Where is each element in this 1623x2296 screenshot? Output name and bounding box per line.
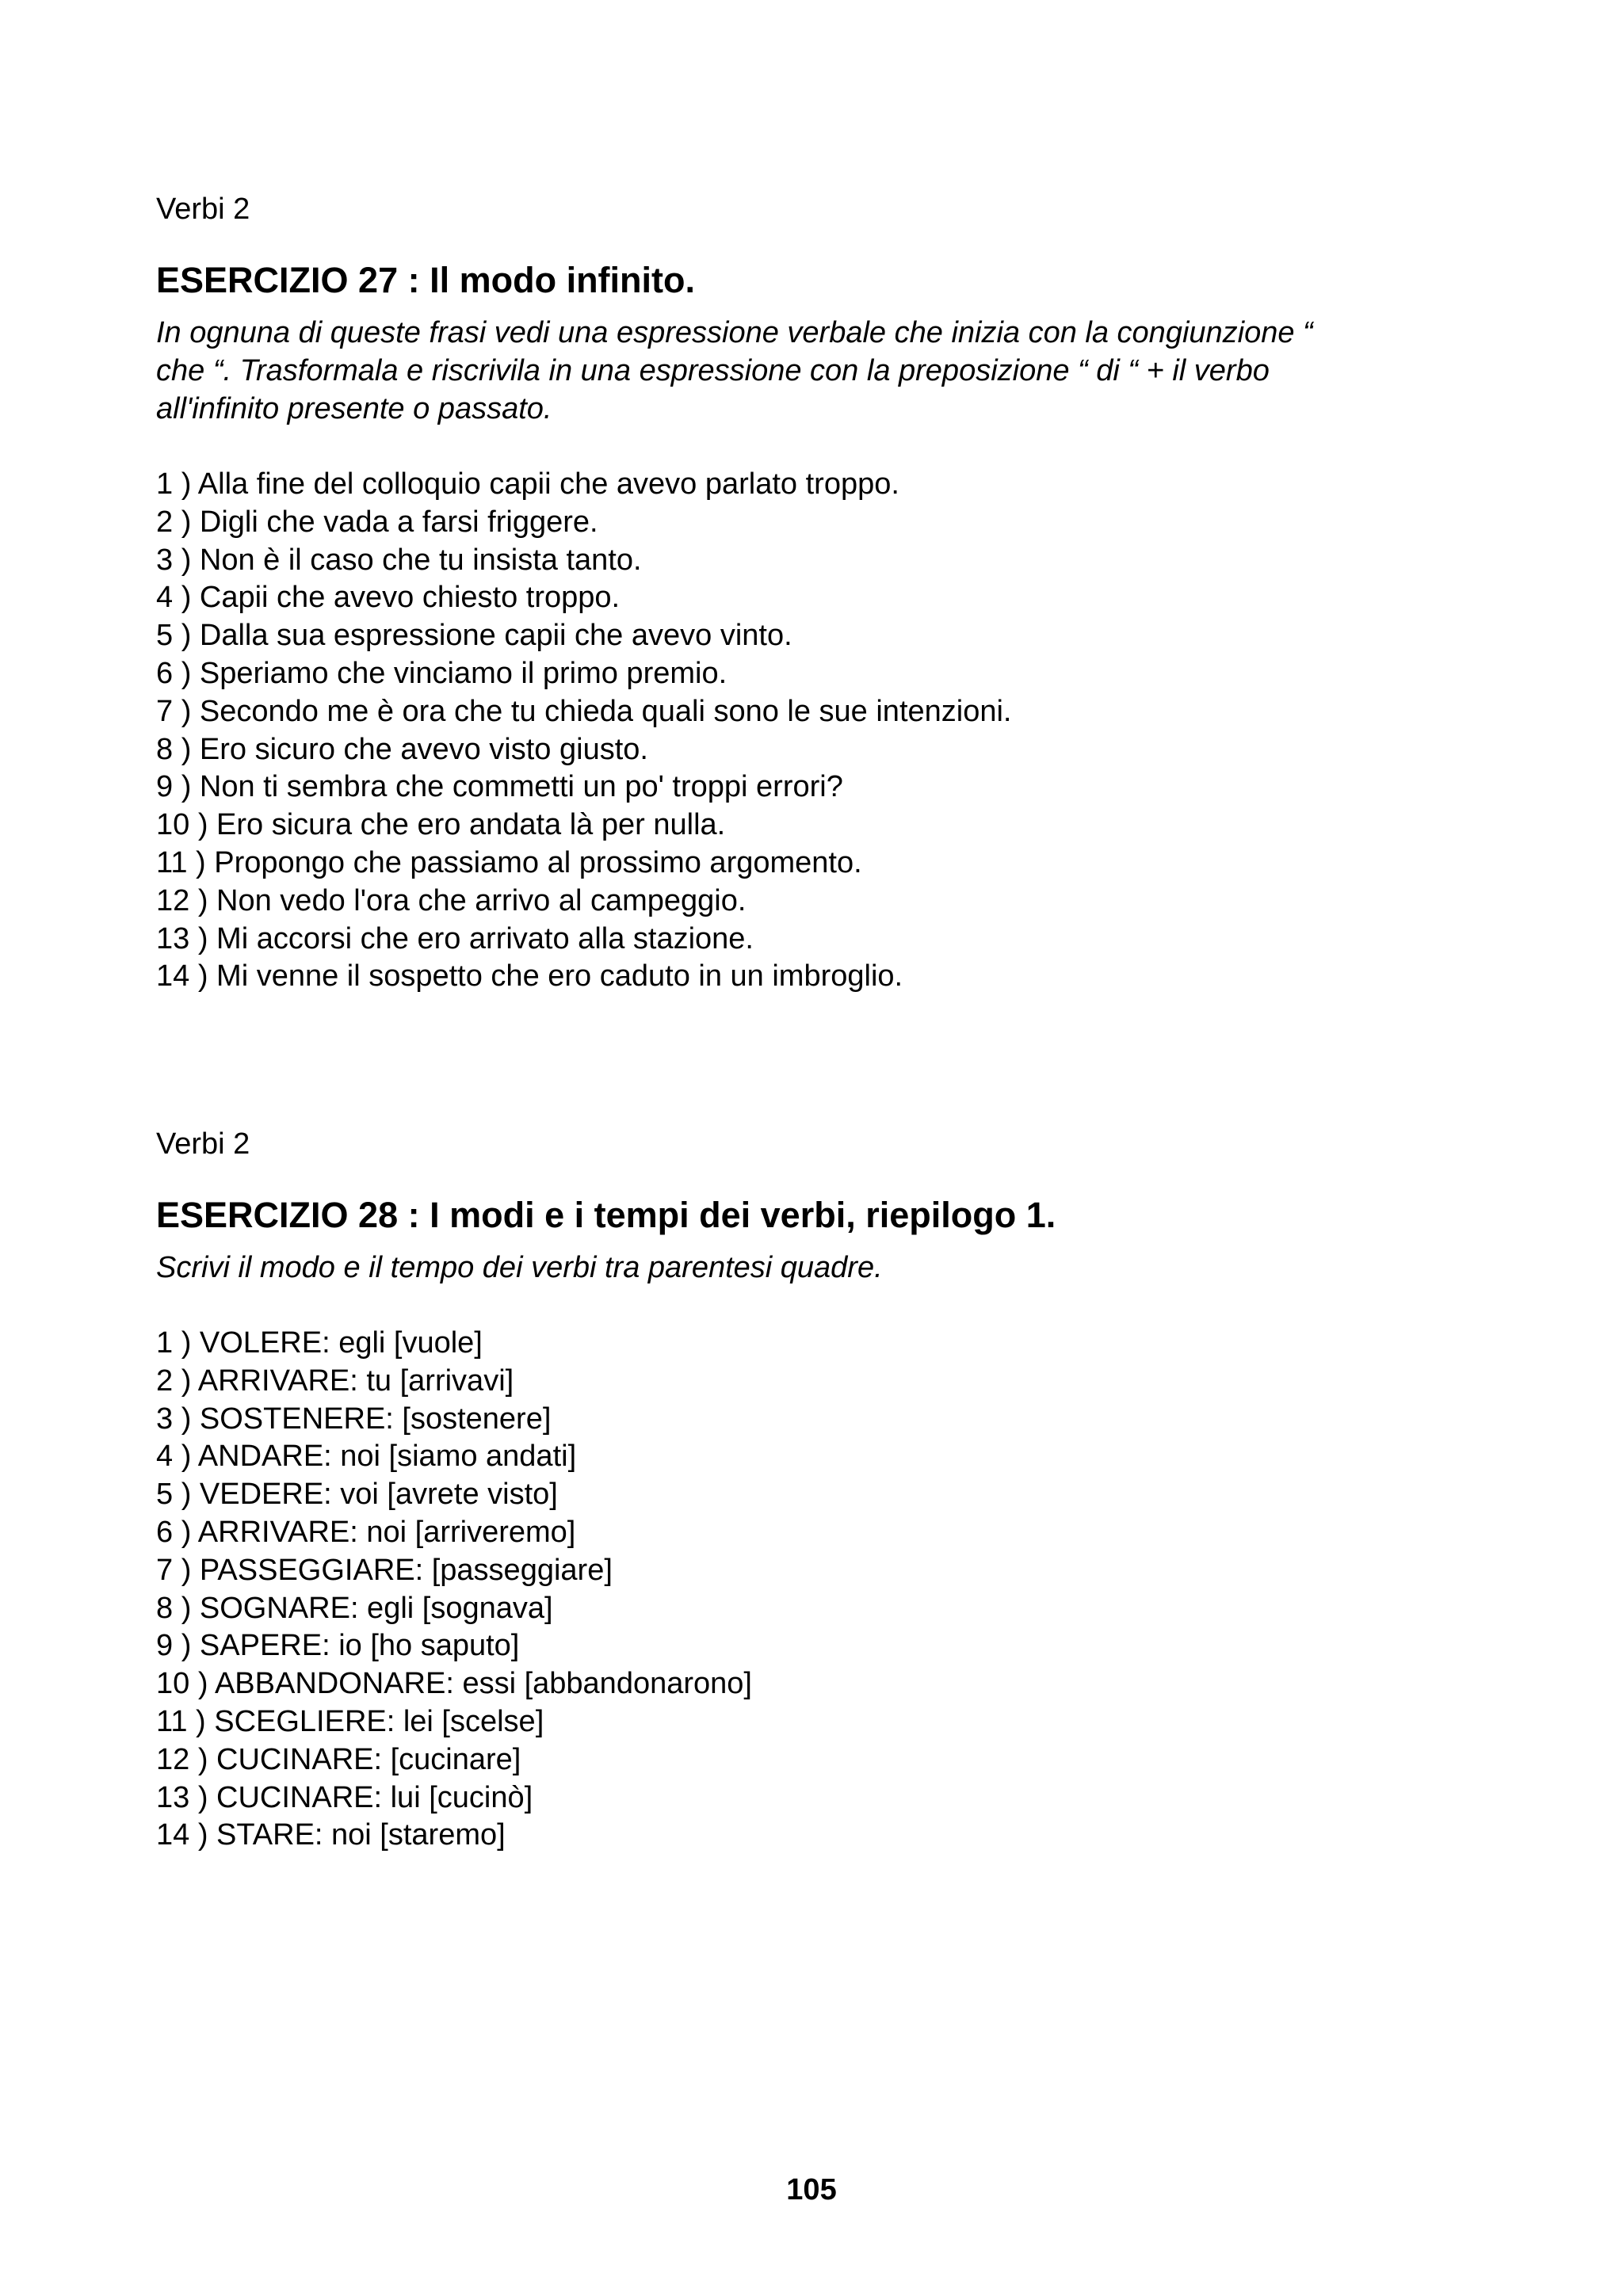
exercise-item: 5 ) Dalla sua espressione capii che avevo vinto. bbox=[156, 619, 792, 653]
page-number: 105 bbox=[786, 2173, 837, 2206]
exercise-item: 4 ) ANDARE: noi [siamo andati] bbox=[156, 1440, 577, 1474]
exercise-item-list bbox=[156, 1325, 1472, 1855]
exercise-item: 2 ) ARRIVARE: tu [arrivavi] bbox=[156, 1363, 514, 1398]
exercise-item: 3 ) Non è il caso che tu insista tanto. bbox=[156, 543, 642, 577]
exercise-item: 10 ) Ero sicura che ero andata là per nulla. bbox=[156, 808, 726, 842]
exercise-item: 4 ) Capii che avevo chiesto troppo. bbox=[156, 581, 621, 615]
exercise-item: 9 ) Non ti sembra che commetti un po' troppi errori? bbox=[156, 770, 843, 804]
exercise-item: 6 ) ARRIVARE: noi [arriveremo] bbox=[156, 1515, 576, 1549]
exercise-item: 14 ) STARE: noi [staremo] bbox=[156, 1818, 506, 1852]
exercise-item: 11 ) SCEGLIERE: lei [scelse] bbox=[156, 1704, 544, 1738]
exercise-item: 6 ) Speriamo che vinciamo il primo premio. bbox=[156, 656, 727, 690]
exercise-27 bbox=[156, 190, 1472, 996]
exercise-item: 10 ) ABBANDONARE: essi [abbandonarono] bbox=[156, 1667, 752, 1701]
exercise-item: 7 ) Secondo me è ora che tu chieda quali sono le sue intenzioni. bbox=[156, 694, 1012, 728]
exercise-item: 13 ) CUCINARE: lui [cucinò] bbox=[156, 1780, 533, 1814]
exercise-item-list bbox=[156, 466, 1472, 996]
chapter-label: Verbi 2 bbox=[156, 1127, 250, 1161]
exercise-item: 8 ) Ero sicuro che avevo visto giusto. bbox=[156, 732, 648, 766]
exercise-item: 12 ) Non vedo l'ora che arrivo al campeggio. bbox=[156, 883, 747, 917]
exercise-item: 9 ) SAPERE: io [ho saputo] bbox=[156, 1629, 520, 1663]
exercise-item: 12 ) CUCINARE: [cucinare] bbox=[156, 1742, 521, 1776]
exercise-item: 7 ) PASSEGGIARE: [passeggiare] bbox=[156, 1553, 613, 1587]
exercise-instruction: In ognuna di queste frasi vedi una espressione verbale che inizia con la congiunzione “ che “. Trasformala e riscrivila in una espressione con la preposizione “ di “ + il verbo all'infinito presente o passato. bbox=[156, 316, 1313, 425]
exercise-instruction: Scrivi il modo e il tempo dei verbi tra parentesi quadre. bbox=[156, 1251, 883, 1284]
chapter-label: Verbi 2 bbox=[156, 193, 250, 226]
exercise-28 bbox=[156, 1125, 1472, 1855]
exercise-item: 5 ) VEDERE: voi [avrete visto] bbox=[156, 1478, 558, 1512]
exercise-item: 1 ) VOLERE: egli [vuole] bbox=[156, 1326, 483, 1360]
exercise-item: 3 ) SOSTENERE: [sostenere] bbox=[156, 1402, 552, 1436]
exercise-item: 14 ) Mi venne il sospetto che ero caduto in un imbroglio. bbox=[156, 959, 903, 994]
exercise-item: 8 ) SOGNARE: egli [sognava] bbox=[156, 1591, 553, 1625]
exercise-item: 13 ) Mi accorsi che ero arrivato alla stazione. bbox=[156, 921, 754, 955]
exercise-item: 11 ) Propongo che passiamo al prossimo argomento. bbox=[156, 845, 862, 879]
exercise-item: 1 ) Alla fine del colloquio capii che avevo parlato troppo. bbox=[156, 467, 899, 501]
exercise-title: ESERCIZIO 27 : Il modo infinito. bbox=[156, 260, 696, 300]
exercise-title: ESERCIZIO 28 : I modi e i tempi dei verbi, riepilogo 1. bbox=[156, 1195, 1056, 1235]
exercise-item: 2 ) Digli che vada a farsi friggere. bbox=[156, 505, 598, 539]
